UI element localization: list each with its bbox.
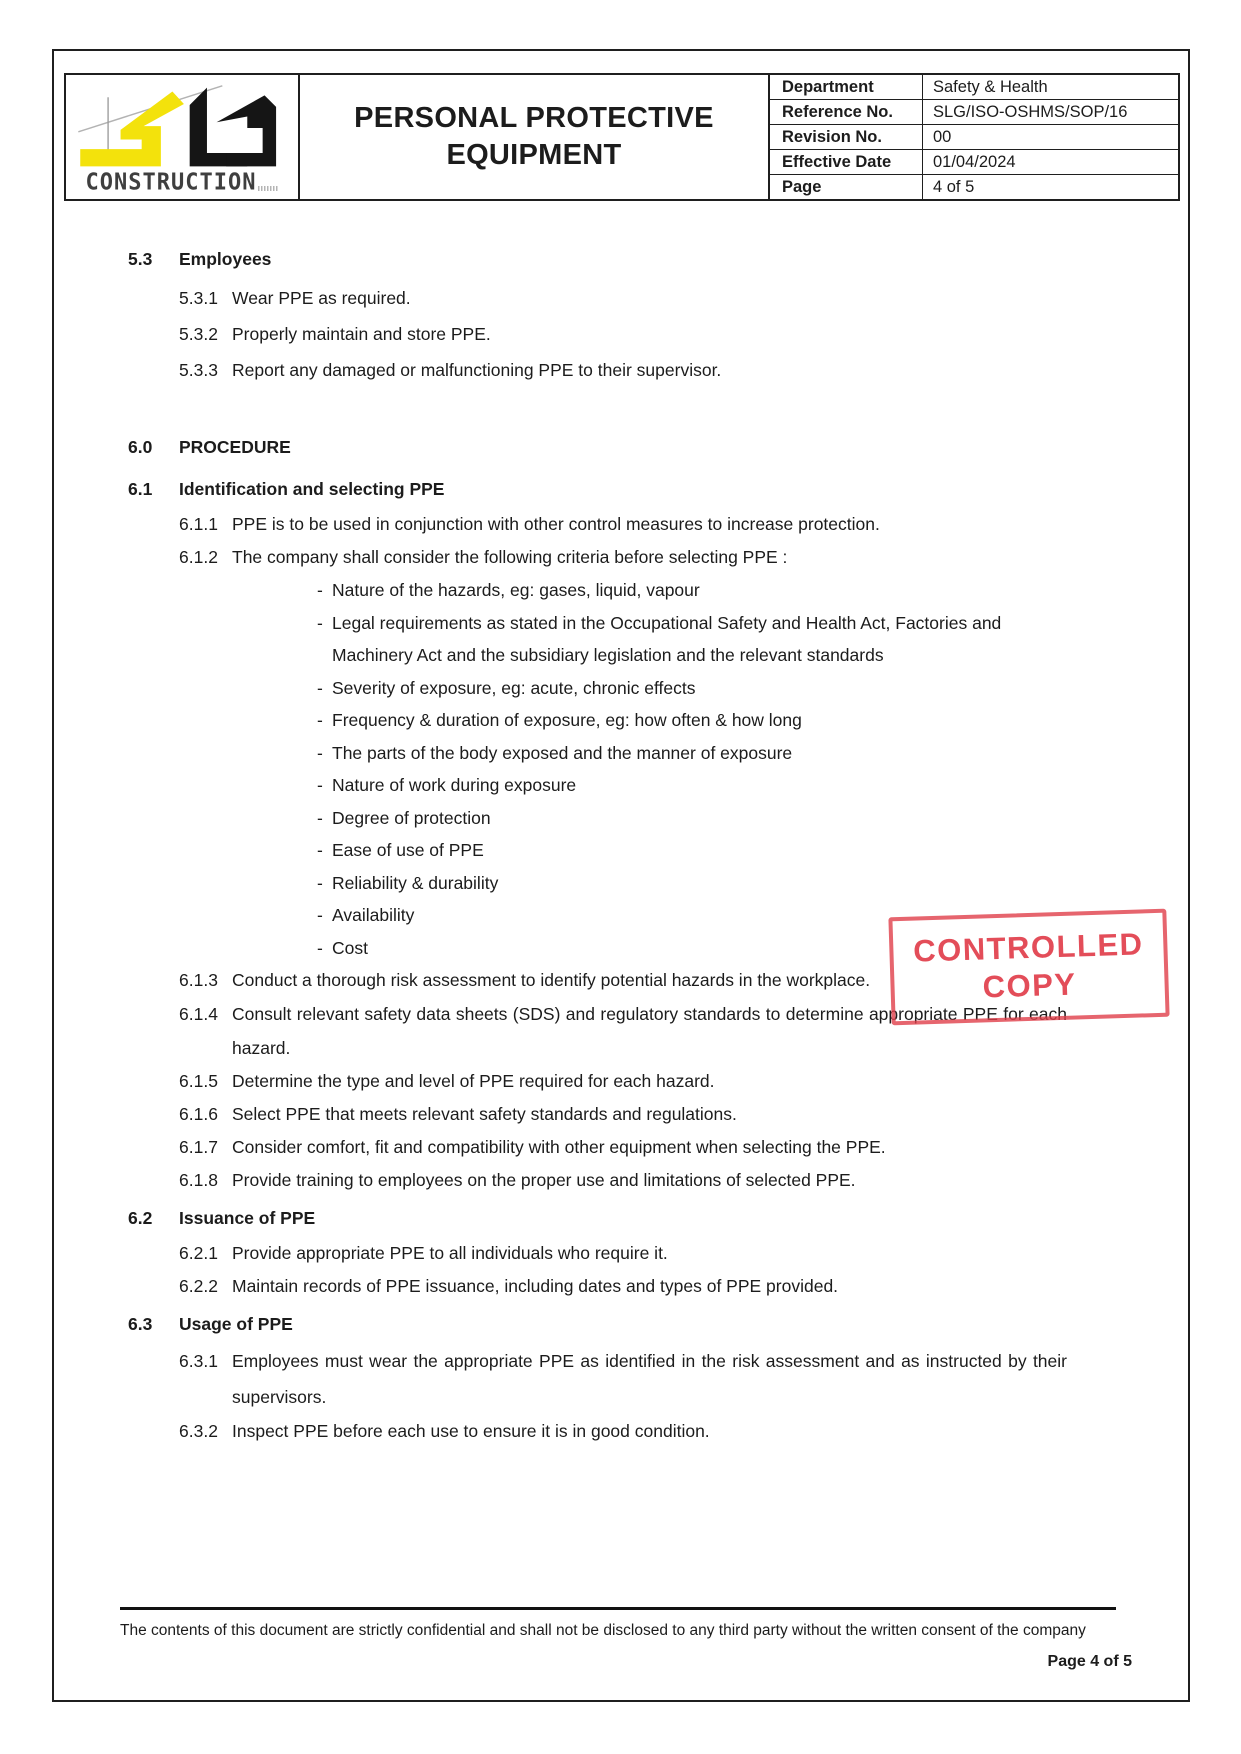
clause-text: Consider comfort, fit and compatibility with other equipment when selecting the PPE. [232,1137,886,1157]
clause-6-3-2 [179,1415,1137,1448]
clause-6-1-6 [179,1098,1137,1131]
info-label: Effective Date [770,150,923,174]
dash-bullet: - [317,612,323,633]
info-label: Revision No. [770,125,923,149]
clause-text: Wear PPE as required. [232,288,411,308]
clause-6-2-2 [179,1270,1137,1303]
criteria-item [317,672,1137,705]
header-info-table [770,75,1178,199]
clause-text: Inspect PPE before each use to ensure it is in good condition. [232,1421,710,1441]
clause-number: 5.3.3 [179,360,218,380]
criteria-list [317,574,1137,964]
criteria-text: Legal requirements as stated in the Occupational Safety and Health Act, Factories and Machinery Act and the subsidiary legislation and the relevant standards [332,612,1002,665]
clause-number: 6.1.4 [179,1004,218,1024]
info-label: Reference No. [770,100,923,124]
footer-page-number: Page 4 of 5 [1047,1653,1132,1670]
section-heading-5-3 [128,246,1137,272]
clause-number: 6.1.1 [179,514,218,534]
dash-bullet: - [317,775,323,795]
clause-text: Determine the type and level of PPE required for each hazard. [232,1071,715,1091]
section-title: Identification and selecting PPE [179,479,445,499]
info-label: Department [770,75,923,99]
criteria-text: Availability [332,905,415,925]
section-number: 6.1 [128,479,153,499]
section-heading-6-0 [128,434,1137,460]
dash-bullet: - [317,807,323,828]
section-number: 5.3 [128,249,153,269]
stamp-line2: COPY [982,966,1078,1005]
criteria-text: Ease of use of PPE [332,840,484,860]
dash-bullet: - [317,710,323,730]
dash-bullet: - [317,742,323,763]
criteria-text: The parts of the body exposed and the manner of exposure [332,742,793,763]
dash-bullet: - [317,580,323,600]
criteria-text: Nature of work during exposure [332,775,577,795]
clause-number: 5.3.2 [179,324,218,344]
clause-text: Report any damaged or malfunctioning PPE to their supervisor. [232,360,722,380]
section-heading-6-2 [128,1205,1137,1231]
document-header [64,73,1180,201]
stamp-line1: CONTROLLED [912,926,1145,969]
criteria-text: Frequency & duration of exposure, eg: how often & how long [332,710,802,730]
section-title: PROCEDURE [179,437,291,457]
info-row-revision-no [770,124,1178,149]
section-title: Usage of PPE [179,1314,293,1334]
document-body [128,246,1137,1448]
info-row-page [770,174,1178,199]
page-title: PERSONAL PROTECTIVE EQUIPMENT [354,102,714,171]
criteria-text: Severity of exposure, eg: acute, chronic effects [332,677,696,698]
document-title-cell [300,75,770,199]
clause-6-1-1 [179,508,1137,541]
criteria-item [317,834,1137,867]
criteria-item [317,769,1137,802]
info-label: Page [770,175,923,199]
clause-text: Provide appropriate PPE to all individuals who require it. [232,1243,668,1263]
criteria-item [317,704,1137,737]
criteria-item [317,802,1137,835]
clause-6-1-7 [179,1131,1137,1164]
criteria-item [317,574,1137,607]
criteria-text: Reliability & durability [332,872,499,893]
clause-text: Conduct a thorough risk assessment to identify potential hazards in the workplace. [232,970,871,990]
clause-number: 6.1.3 [179,970,218,990]
clause-text: Provide training to employees on the proper use and limitations of selected PPE. [232,1170,856,1190]
clause-6-1-5 [179,1065,1137,1098]
dash-bullet: - [317,905,323,925]
clause-group-5-3 [128,280,1137,388]
section-number: 6.2 [128,1208,153,1228]
confidentiality-notice: The contents of this document are strictly confidential and shall not be disclosed to any third party without the written consent of the company [120,1622,1086,1639]
dash-bullet: - [317,840,323,860]
criteria-item [317,867,1137,900]
info-value: SLG/ISO-OSHMS/SOP/16 [933,102,1128,121]
clause-text: PPE is to be used in conjunction with other control measures to increase protection. [232,514,880,534]
logo-word: CONSTRUCTION [85,168,257,196]
footer-divider [120,1607,1116,1610]
section-title: Employees [179,249,272,269]
section-number: 6.0 [128,437,153,457]
clause-number: 6.1.6 [179,1104,218,1124]
clause-number: 5.3.1 [179,288,218,308]
info-value: Safety & Health [933,77,1048,96]
clause-text: Select PPE that meets relevant safety standards and regulations. [232,1104,737,1124]
criteria-text: Degree of protection [332,807,491,828]
company-logo [66,75,300,199]
criteria-item [317,607,1137,672]
clause-5-3-3 [179,352,1137,388]
info-value: 4 of 5 [933,177,975,196]
clause-6-1-2 [179,541,1137,574]
section-number: 6.3 [128,1314,153,1334]
logo-fine-print [258,186,278,191]
document-page [52,49,1190,1702]
criteria-item [317,737,1137,770]
clause-number: 6.2.2 [179,1276,218,1296]
clause-text: Consult relevant safety data sheets (SDS) and regulatory standards to determine appropriate PPE for each hazard. [232,1004,1067,1058]
clause-6-2-1 [179,1237,1137,1270]
logo-word-row [86,170,279,195]
info-value: 00 [933,127,952,146]
clause-number: 6.1.5 [179,1071,218,1091]
section-heading-6-1 [128,476,1137,502]
clause-number: 6.1.2 [179,547,218,567]
clause-text: Employees must wear the appropriate PPE as identified in the risk assessment and as instructed by their supervisors. [232,1351,1067,1407]
criteria-text: Cost [332,937,368,958]
section-title: Issuance of PPE [179,1208,316,1228]
clause-5-3-1 [179,280,1137,316]
clause-text: The company shall consider the following criteria before selecting PPE : [232,547,788,567]
criteria-text: Nature of the hazards, eg: gases, liquid, vapour [332,580,700,600]
section-heading-6-3 [128,1311,1137,1337]
clause-text: Properly maintain and store PPE. [232,324,491,344]
info-value: 01/04/2024 [933,152,1016,171]
logo-letter-s [80,91,184,166]
controlled-copy-stamp [888,909,1169,1026]
clause-number: 6.3.2 [179,1421,218,1441]
slg-logo-mark [75,80,289,176]
document-footer [120,1607,1132,1673]
clause-number: 6.2.1 [179,1243,218,1263]
clause-5-3-2 [179,316,1137,352]
dash-bullet: - [317,937,323,958]
info-row-reference-no [770,99,1178,124]
clause-number: 6.3.1 [179,1351,218,1371]
clause-text: Maintain records of PPE issuance, including dates and types of PPE provided. [232,1276,839,1296]
clause-6-3-1 [179,1343,1137,1415]
spacer [128,400,1137,434]
dash-bullet: - [317,677,323,698]
info-row-effective-date [770,149,1178,174]
clause-6-1-8 [179,1164,1137,1197]
clause-number: 6.1.8 [179,1170,218,1190]
info-row-department [770,75,1178,99]
dash-bullet: - [317,872,323,893]
clause-number: 6.1.7 [179,1137,218,1157]
